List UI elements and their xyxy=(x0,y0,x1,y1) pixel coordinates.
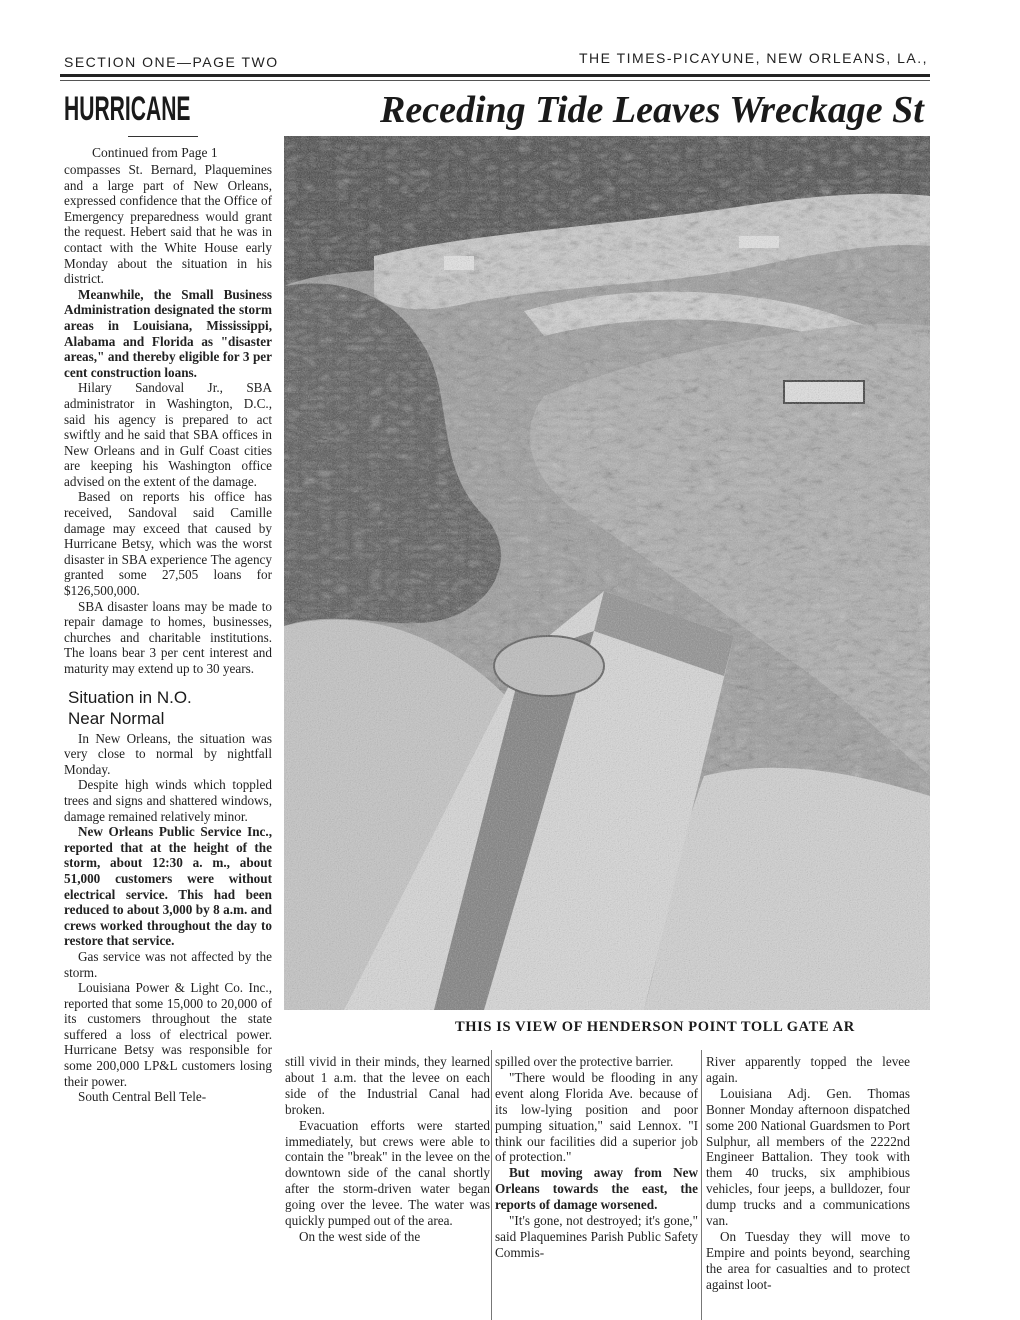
paragraph: On the west side of the xyxy=(299,1228,421,1244)
paragraph: Meanwhile, the Small Business Administration designated the storm areas in Louisiana, Mississippi, Alabama and Florida as "disaster areas," and thereby eligible for 3 per cent construction loans. xyxy=(64,286,272,380)
news-photo xyxy=(284,136,930,1010)
paragraph: Based on reports his office has received, Sandoval said Camille damage may exceed that caused by Hurricane Betsy, which was the worst disaster in SBA experience The agency granted some 27,505 loans for $126,500,000. xyxy=(64,489,272,599)
kicker-headline: HURRICANE xyxy=(64,90,191,128)
paragraph: River apparently topped the levee again. xyxy=(706,1054,910,1085)
column-rule xyxy=(491,1050,492,1320)
paragraph: In New Orleans, the situation was very close to normal by nightfall Monday. xyxy=(64,730,272,777)
subhead xyxy=(68,687,272,729)
paragraph: Hilary Sandoval Jr., SBA administrator in Washington, D.C., said his agency is prepared to act swiftly and he said that SBA offices in New Orleans and in Gulf Coast cities are keeping his Washington office advised on the extent of the damage. xyxy=(64,380,272,489)
paragraph: Evacuation efforts were started immediately, but crews were able to contain the "break" in the levee on the downtown side of the canal shortly after the storm-driven water began going over the levee. The water was quickly pumped out of the area. xyxy=(285,1117,490,1229)
photo-caption: THIS IS VIEW OF HENDERSON POINT TOLL GATE AR xyxy=(455,1019,855,1035)
paragraph: "There would be flooding in any event along Florida Ave. because of its low-lying position and poor pumping situation," said Lennox. "I think our facilities did a superior job of protection." xyxy=(495,1069,698,1165)
header-rule xyxy=(60,74,930,77)
photo-henderson-point-icon xyxy=(284,136,930,1010)
bottom-column-1 xyxy=(285,1054,490,1320)
left-column xyxy=(64,162,272,1105)
paragraph: But moving away from New Orleans towards the east, the reports of damage worsened. xyxy=(495,1165,698,1213)
paragraph: SBA disaster loans may be made to repair damage to homes, businesses, churches and charitable institutions. The loans bear 3 per cent interest and maturity may extend up to 30 years. xyxy=(64,598,272,676)
newspaper-folio: THE TIMES-PICAYUNE, NEW ORLEANS, LA., xyxy=(578,50,928,66)
kicker-rule xyxy=(128,136,198,137)
paragraph: New Orleans Public Service Inc., reported that at the height of the storm, about 12:30 a. m., about 51,000 customers were without electrical service. This had been reduced to about 3,000 by 8 a.m. and crews worked throughout the day to restore that service. xyxy=(64,824,272,949)
paragraph: Despite high winds which toppled trees and signs and shattered windows, damage remained relatively minor. xyxy=(64,777,272,824)
paragraph: compasses St. Bernard, Plaquemines and a large part of New Orleans, expressed confidence that the Office of Emergency preparedness would grant the request. Hebert said that he was in contact with the White House early Monday about the situation in his district. xyxy=(64,162,272,287)
subhead-line: Near Normal xyxy=(68,708,165,728)
bottom-column-3 xyxy=(706,1054,910,1320)
header-rule-thin xyxy=(60,80,930,81)
jump-line: Continued from Page 1 xyxy=(92,145,218,160)
paragraph: Louisiana Adj. Gen. Thomas Bonner Monday afternoon dispatched some 200 National Guardsmen to Port Sulphur, all members of the 2222nd Engineer Battalion. They took with them 40 trucks, six amphibious vehicles, four jeeps, a bulldozer, four dump trucks and a communications van. xyxy=(706,1085,910,1229)
paragraph: On Tuesday they will move to Empire and points beyond, searching the area for casualties and to protect against loot- xyxy=(706,1228,910,1292)
paragraph: Gas service was not affected by the storm. xyxy=(64,948,272,980)
bottom-column-2 xyxy=(495,1054,698,1320)
section-folio: SECTION ONE—PAGE TWO xyxy=(64,54,279,70)
paragraph: spilled over the protective barrier. xyxy=(495,1054,674,1069)
subhead-line: Situation in N.O. xyxy=(68,687,192,707)
banner-headline: Receding Tide Leaves Wreckage St xyxy=(380,89,924,131)
paragraph: South Central Bell Tele- xyxy=(78,1089,207,1105)
column-rule xyxy=(701,1050,702,1320)
paragraph: still vivid in their minds, they learned about 1 a.m. that the levee on each side of the Industrial Canal had broken. xyxy=(285,1054,490,1117)
paragraph: "It's gone, not destroyed; it's gone," said Plaquemines Parish Public Safety Commis- xyxy=(495,1213,698,1260)
paragraph: Louisiana Power & Light Co. Inc., reported that some 15,000 to 20,000 of its customers throughout the state suffered a loss of electrical power. Hurricane Betsy was responsible for some 200,000 LP&L customers losing their power. xyxy=(64,980,272,1089)
